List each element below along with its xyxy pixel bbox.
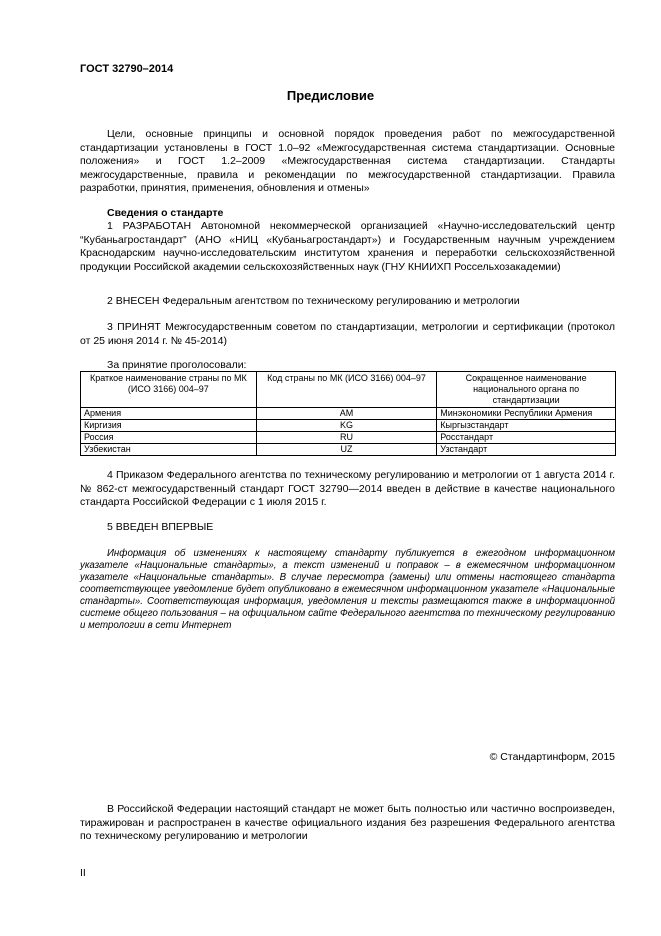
code-cell: AM	[256, 408, 437, 420]
item-2-introduced: 2 ВНЕСЕН Федеральным агентством по техническому регулированию и метрологии	[107, 295, 520, 307]
item-5-first-introduced: 5 ВВЕДЕН ВПЕРВЫЕ	[107, 521, 214, 533]
changes-info-note: Информация об изменениях к настоящему стандарту публикуется в ежегодном информационном указателе «Национальные стандарты», а текст изменений и поправок – в ежемесячном информационном указателе «Национальные стандарты». В случае пересмотра (замены) или отмены настоящего стандарта соответствующее уведомление будет опубликовано в ежемесячном информационном указателе «Национальные стандарты». Соответствующая информация, уведомления и тексты размещаются также в информационной системе общего пользования – на официальном сайте Федерального агентства по техническому регулированию и метрологии в сети Интернет	[80, 548, 615, 631]
vote-label: За принятие проголосовали:	[107, 359, 247, 371]
code-cell: RU	[256, 432, 437, 444]
legal-notice: В Российской Федерации настоящий стандарт не может быть полностью или частично воспроизведен, тиражирован и распространен в качестве официального издания без разрешения Федерального агентства по техническому регулированию и метрологии	[80, 803, 615, 843]
code-cell: UZ	[256, 444, 437, 456]
table-row	[81, 444, 616, 456]
vote-table	[80, 371, 616, 456]
header-body: Сокращенное наименование национального органа по стандартизации	[437, 372, 616, 408]
header-code: Код страны по МК (ИСО 3166) 004–97	[256, 372, 437, 408]
item-4-order: 4 Приказом Федерального агентства по техническому регулированию и метрологии от 1 августа 2014 г. № 862-ст межгосударственный стандарт ГОСТ 32790—2014 введен в действие в качестве национального стандарта Российской Федерации с 1 июля 2015 г.	[80, 469, 615, 509]
page-title: Предисловие	[286, 88, 375, 103]
body-cell: Минэкономики Республики Армения	[437, 408, 616, 420]
header-country: Краткое наименование страны по МК (ИСО 3166) 004–97	[81, 372, 257, 408]
item-3-adopted: 3 ПРИНЯТ Межгосударственным советом по стандартизации, метрологии и сертификации (протокол от 25 июня 2014 г. № 45-2014)	[80, 321, 615, 347]
table-row	[81, 408, 616, 420]
country-cell: Армения	[81, 408, 257, 420]
table-row	[81, 432, 616, 444]
body-cell: Узстандарт	[437, 444, 616, 456]
copyright: © Стандартинформ, 2015	[489, 751, 615, 763]
body-cell: Росстандарт	[437, 432, 616, 444]
info-heading: Сведения о стандарте	[107, 207, 224, 219]
country-cell: Россия	[81, 432, 257, 444]
document-code: ГОСТ 32790–2014	[80, 63, 174, 75]
country-cell: Узбекистан	[81, 444, 257, 456]
vote-table-header	[81, 372, 616, 408]
page-number: II	[80, 867, 86, 879]
code-cell: KG	[256, 420, 437, 432]
table-row	[81, 420, 616, 432]
country-cell: Киргизия	[81, 420, 257, 432]
intro-paragraph: Цели, основные принципы и основной порядок проведения работ по межгосударственной стандартизации установлены в ГОСТ 1.0–92 «Межгосударственная система стандартизации. Основные положения» и ГОСТ 1.2–2009 «Межгосударственная система стандартизации. Стандарты межгосударственные, правила и рекомендации по межгосударственной стандартизации. Правила разработки, принятия, применения, обновления и отмены»	[80, 128, 615, 195]
item-1-developed: 1 РАЗРАБОТАН Автономной некоммерческой организацией «Научно-исследовательский центр “Кубаньагростандарт” (АНО «НИЦ «Кубаньагростандарт») и Государственным научным учреждением Краснодарским научно-исследовательским институтом хранения и переработки сельскохозяйственной продукции Российской академии сельскохозяйственных наук (ГНУ КНИИХП Россельхозакадемии)	[80, 220, 615, 273]
body-cell: Кыргызстандарт	[437, 420, 616, 432]
